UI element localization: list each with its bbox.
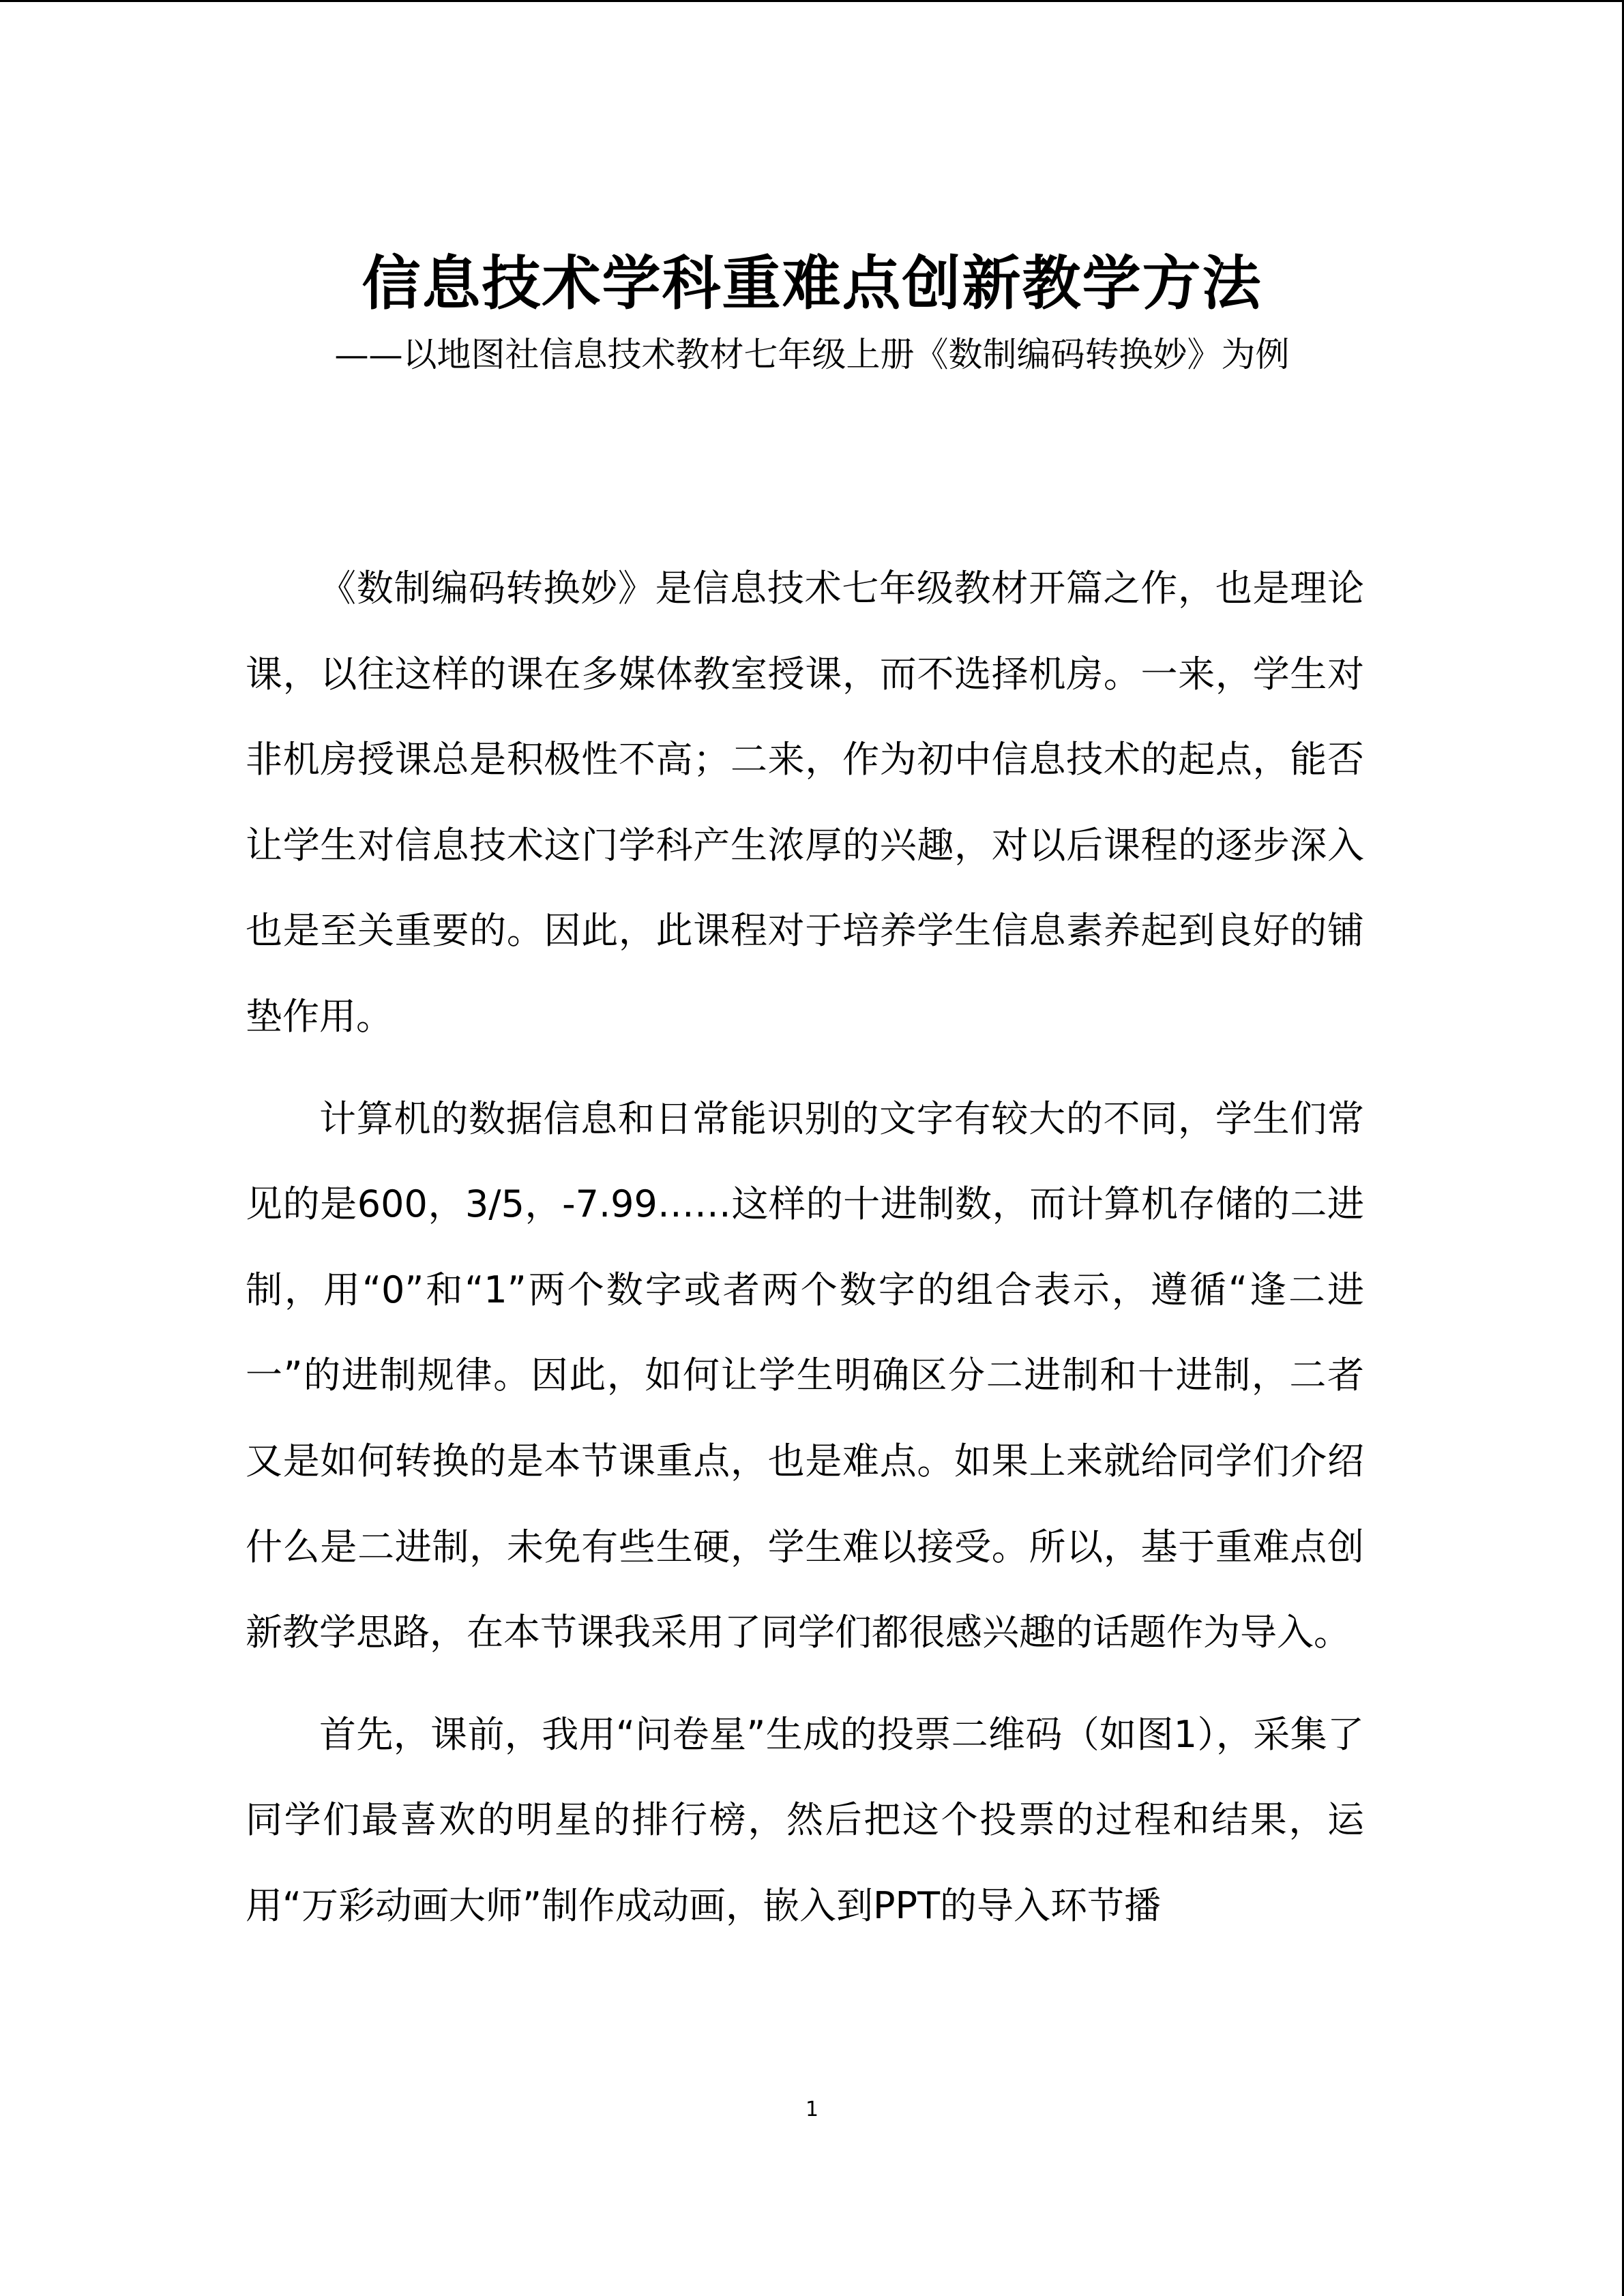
document-subtitle: ——以地图社信息技术教材七年级上册《数制编码转换妙》为例 bbox=[334, 335, 1290, 374]
document-title: 信息技术学科重难点创新教学方法 bbox=[361, 249, 1263, 318]
page-border-top bbox=[0, 0, 1624, 2]
document-body bbox=[246, 546, 1364, 1965]
paragraph-1: 《数制编码转换妙》是信息技术七年级教材开篇之作，也是理论课，以往这样的课在多媒体教室授课，而不选择机房。一来，学生对非机房授课总是积极性不高；二来，作为初中信息技术的起点，能否让学生对信息技术这门学科产生浓厚的兴趣，对以后课程的逐步深入也是至关重要的。因此，此课程对于培养学生信息素养起到良好的铺垫作用。 bbox=[246, 567, 1364, 1038]
paragraph-2: 计算机的数据信息和日常能识别的文字有较大的不同，学生们常见的是600，3/5，-7.99……这样的十进制数，而计算机存储的二进制，用“0”和“1”两个数字或者两个数字的组合表示，遵循“逢二进一”的进制规律。因此，如何让学生明确区分二进制和十进制，二者又是如何转换的是本节课重点，也是难点。如果上来就给同学们介绍什么是二进制，未免有些生硬，学生难以接受。所以，基于重难点创新教学思路，在本节课我采用了同学们都很感兴趣的话题作为导入。 bbox=[246, 1097, 1364, 1654]
paragraph-3: 首先，课前，我用“问卷星”生成的投票二维码（如图1），采集了同学们最喜欢的明星的排行榜，然后把这个投票的过程和结果，运用“万彩动画大师”制作成动画，嵌入到PPT的导入环节播 bbox=[246, 1712, 1364, 1927]
page-number: 1 bbox=[805, 2098, 819, 2121]
